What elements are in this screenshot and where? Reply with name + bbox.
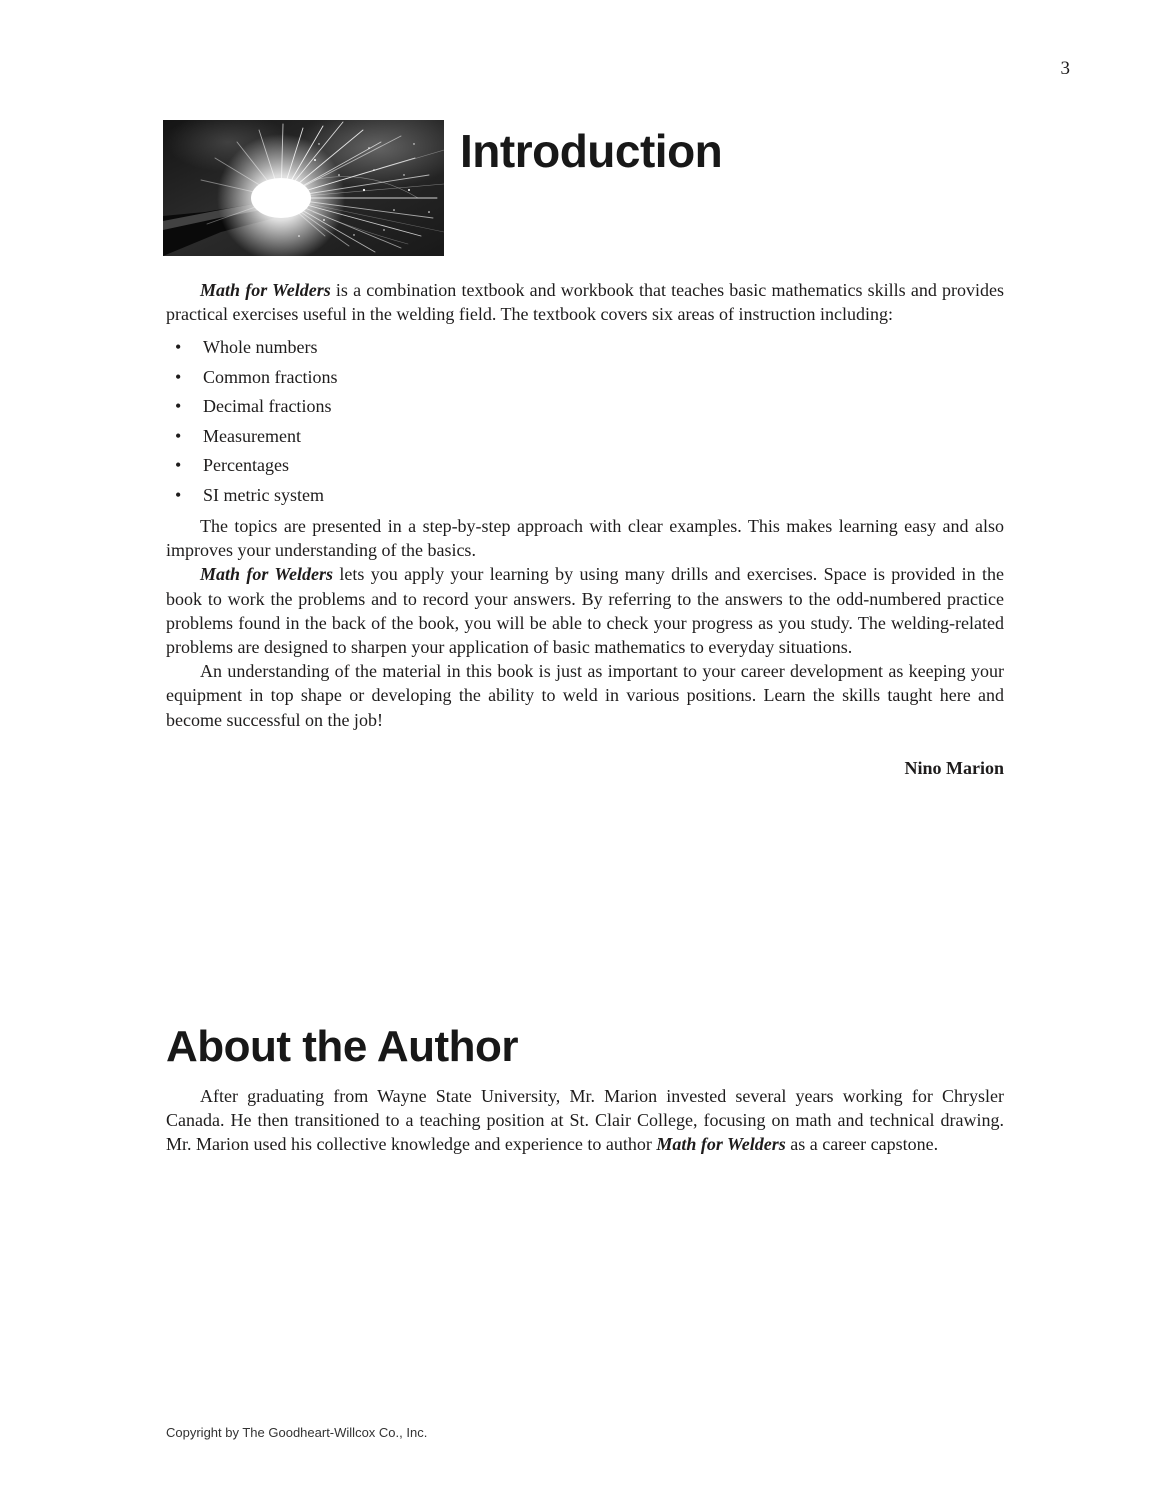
about-paragraph-text-after: as a career capstone. [785,1134,939,1155]
about-paragraph [166,1084,1004,1157]
page-number: 3 [1060,58,1070,79]
about-paragraph-text-before: After graduating from Wayne State University, Mr. Marion invested several years working for Chrysler Canada. He then transitioned to a teaching position at St. Clair College, focusing on math and technical drawing. Mr. Marion used his collective knowledge and experience to author [166,1086,1004,1155]
intro-paragraph-1 [166,278,1004,326]
book-title-emphasis: Math for Welders [200,564,334,585]
bullet-text: SI metric system [203,484,324,505]
list-item [166,424,1004,448]
book-title-emphasis: Math for Welders [656,1134,786,1155]
list-item [166,365,1004,389]
list-item [166,394,1004,418]
list-item [166,453,1004,477]
introduction-section [166,278,1004,779]
bullet-text: Whole numbers [203,337,318,358]
page-title: Introduction [460,125,723,177]
copyright-notice: Copyright by The Goodheart-Willcox Co., Inc. [166,1425,428,1440]
intro-paragraph-3-text: lets you apply your learning by using many drills and exercises. Space is provided in the book to work the problems and to record your answers. By referring to the answers to the odd-numbered practice problems found in the back of the book, you will be able to check your progress as you study. The welding-related problems are designed to sharpen your application of basic mathematics to everyday situations. [166,564,1004,657]
bullet-text: Common fractions [203,366,338,387]
intro-paragraph-1-text: is a combination textbook and workbook that teaches basic mathematics skills and provides practical exercises useful in the welding field. The textbook covers six areas of instruction including: [166,280,1004,325]
bullet-text: Percentages [203,455,289,476]
intro-paragraph-4: An understanding of the material in this book is just as important to your career development as keeping your equipment in top shape or developing the ability to weld in various positions. Learn the skills taught here and become successful on the job! [166,661,1004,730]
list-item [166,483,1004,507]
welding-sparks-image [163,120,444,256]
author-signature: Nino Marion [904,757,1004,778]
about-the-author-section [166,1022,1004,1157]
section-title: About the Author [166,1022,519,1071]
intro-paragraph-3 [166,562,1004,659]
bullet-text: Measurement [203,425,301,446]
intro-paragraph-2: The topics are presented in a step-by-step approach with clear examples. This makes learning easy and also improves your understanding of the basics. [166,515,1004,561]
list-item [166,335,1004,359]
instruction-areas-list [166,335,1004,507]
bullet-text: Decimal fractions [203,396,332,417]
welding-sparks-photo [163,120,444,256]
book-title-emphasis: Math for Welders [200,280,331,300]
